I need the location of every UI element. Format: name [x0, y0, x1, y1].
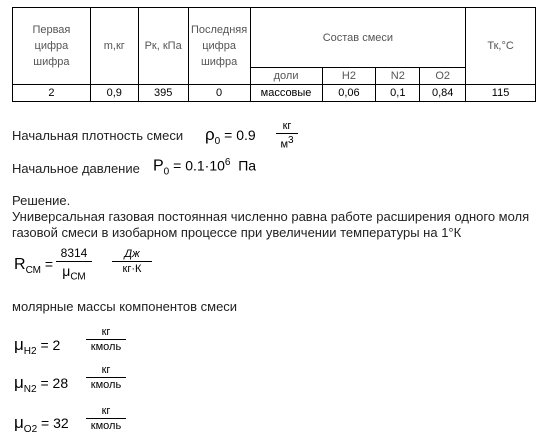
molar-n2-unit-numerator: кг: [86, 364, 126, 378]
mu-symbol: μ: [14, 373, 24, 392]
density-label: Начальная плотность смеси: [12, 128, 184, 143]
molar-h2-unit: [86, 326, 126, 353]
cell-mass: 0,9: [90, 85, 138, 102]
molar-o2-unit-denominator: кмоль: [90, 420, 122, 432]
molar-o2-subscript: O2: [23, 423, 38, 435]
pressure-symbol: P: [153, 157, 164, 175]
subheader-h2: H2: [322, 68, 376, 85]
rcm-formula: [14, 256, 53, 276]
rcm-denominator-subscript: СМ: [70, 271, 86, 283]
header-first-digit: Первая цифра шифра: [13, 8, 91, 85]
molar-n2-unit: [86, 364, 126, 391]
header-last-digit: Последняя цифра шифра: [188, 8, 250, 85]
mu-symbol: μ: [14, 413, 24, 432]
molar-n2-subscript: N2: [23, 383, 37, 395]
cell-h2: 0,06: [322, 85, 376, 102]
rcm-denominator-symbol: μ: [62, 263, 71, 279]
molar-o2-unit: [86, 405, 126, 432]
solution-line-2: газовой смеси в изобарном процессе при увеличении температуры на 1°К: [12, 225, 462, 240]
density-unit: [276, 120, 298, 151]
pressure-value: = 0.1·10: [173, 157, 225, 174]
molar-h2-unit-denominator: кмоль: [90, 341, 122, 353]
subheader-n2: N2: [376, 68, 420, 85]
parameters-table: [12, 7, 536, 102]
header-composition: Состав смеси: [250, 8, 466, 68]
density-unit-numerator: кг: [276, 120, 298, 134]
density-value: = 0.9: [224, 127, 256, 143]
density-formula: [205, 125, 256, 147]
header-temperature: Тк,°С: [466, 8, 536, 85]
solution-line-1: Универсальная газовая постоянная численно равна работе расширения одного моля: [12, 209, 530, 224]
subheader-o2: O2: [420, 68, 466, 85]
molar-o2-value: = 32: [41, 415, 69, 431]
subheader-fractions: доли: [250, 68, 322, 85]
rcm-symbol: R: [14, 256, 26, 273]
header-pressure: Рк, кПа: [138, 8, 188, 85]
cell-temperature: 115: [466, 85, 536, 102]
cell-fractions: массовые: [250, 85, 322, 102]
density-subscript: 0: [214, 135, 221, 147]
molar-n2-value: = 28: [40, 375, 69, 391]
cell-pressure: 395: [138, 85, 188, 102]
pressure-unit: Па: [238, 157, 257, 174]
molar-o2-unit-numerator: кг: [86, 405, 126, 419]
density-symbol: ρ: [205, 125, 215, 144]
rcm-unit: [112, 248, 152, 275]
cell-first-digit: 2: [13, 85, 91, 102]
molar-h2-formula: [14, 335, 60, 357]
rcm-fraction: [56, 246, 92, 282]
molar-o2-formula: [14, 413, 69, 435]
molar-h2-subscript: H2: [23, 345, 37, 357]
pressure-power: 6: [224, 157, 231, 168]
pressure-subscript: 0: [163, 166, 170, 178]
molar-intro: молярные массы компонентов смеси: [12, 299, 238, 314]
rcm-numerator: 8314: [56, 246, 92, 262]
rcm-unit-denominator: кг·К: [122, 263, 142, 275]
density-unit-power: 3: [288, 135, 294, 146]
rcm-unit-numerator: Дж: [112, 248, 152, 262]
density-unit-denominator: м: [280, 138, 288, 151]
cell-n2: 0,1: [376, 85, 420, 102]
molar-n2-formula: [14, 373, 68, 395]
rcm-subscript: СМ: [25, 264, 42, 276]
molar-h2-value: = 2: [40, 337, 61, 353]
cell-o2: 0,84: [420, 85, 466, 102]
molar-n2-unit-denominator: кмоль: [90, 379, 122, 391]
pressure-label: Начальное давление: [12, 161, 140, 176]
pressure-formula: [153, 157, 256, 177]
rcm-equals: =: [44, 256, 54, 272]
solution-heading: Решение.: [12, 193, 71, 208]
molar-h2-unit-numerator: кг: [86, 326, 126, 340]
table-row: [13, 85, 536, 102]
header-mass: m,кг: [90, 8, 138, 85]
cell-last-digit: 0: [188, 85, 250, 102]
mu-symbol: μ: [14, 335, 24, 354]
